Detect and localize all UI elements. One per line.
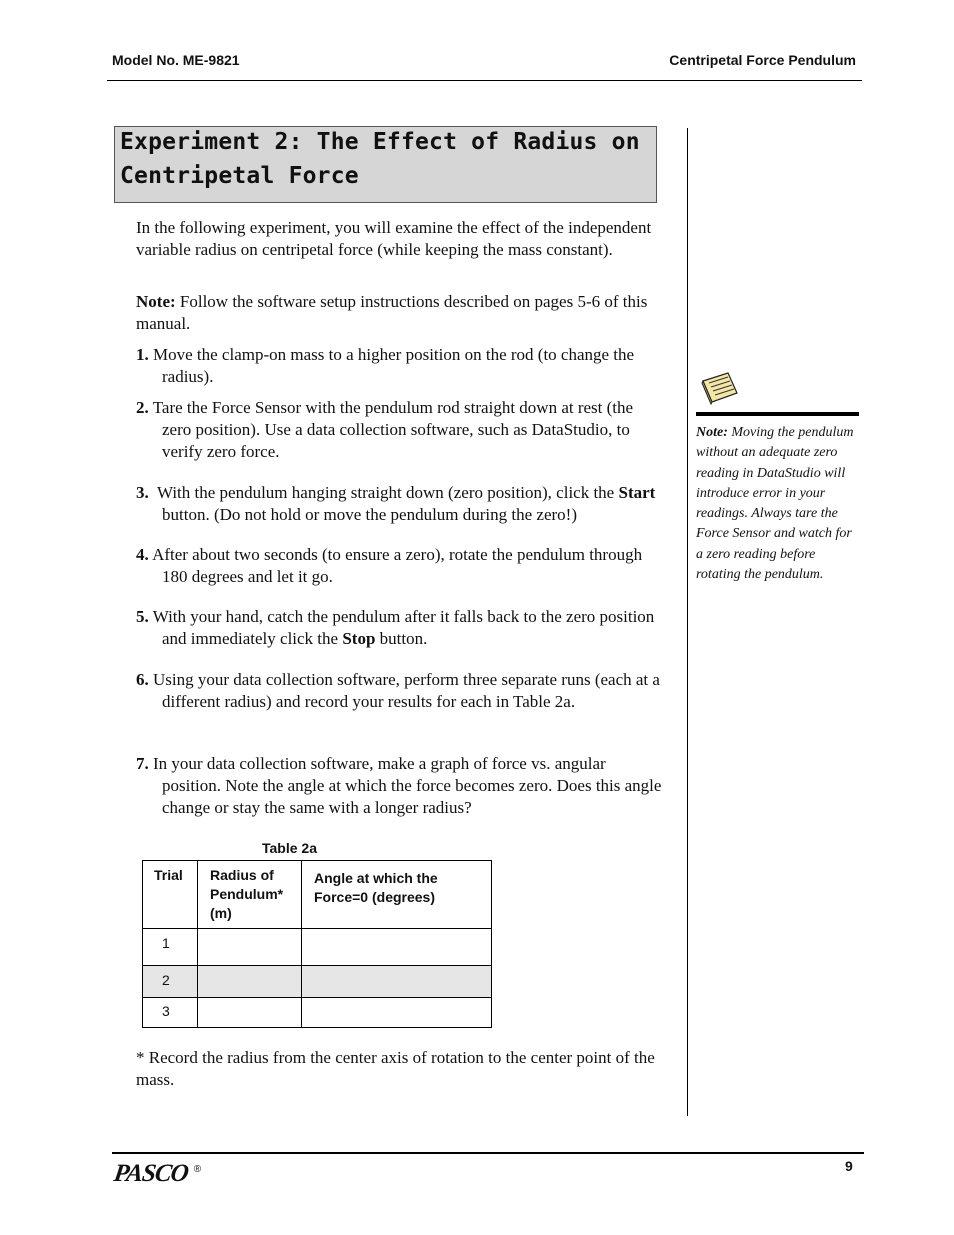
table-cell: 3 [143,998,198,1028]
table-cell [302,929,492,966]
step-number: 4. [136,545,149,564]
step-number: 3. [136,483,149,502]
step-5 [136,606,666,650]
step-number: 1. [136,345,149,364]
step-text: Move the clamp-on mass to a higher position on the rod (to change the radius). [153,345,635,386]
step-1 [136,344,686,388]
table-cell [302,998,492,1028]
sidebar-note-text: Moving the pendulum without an adequate zero reading in DataStudio will introduce error in your readings. Always tare the Force Sensor and watch for a zero reading before rotating the pendulum. [696,425,854,583]
step-number: 2. [136,398,149,417]
step-number: 5. [136,607,149,626]
intro-paragraph: In the following experiment, you will examine the effect of the independent variable radius on centripetal force (while keeping the mass constant). [136,218,652,259]
step-text-pre: With the pendulum hanging straight down (zero position), click the [156,483,619,502]
pasco-logo-text: PASCO [112,1160,190,1187]
footer-rule [112,1152,864,1154]
title-box [114,126,657,203]
header-rule [107,80,862,81]
table-cell [302,966,492,998]
table-row [143,966,492,998]
page-number: 9 [845,1158,853,1174]
sidebar-note [696,423,862,585]
table-cell: 1 [143,929,198,966]
results-table [142,860,492,1028]
step-7 [136,753,666,819]
step-text: After about two seconds (to ensure a zero), rotate the pendulum through 180 degrees and let it go. [152,545,643,586]
header-cell-radius: Radius of Pendulum* (m) [198,861,302,929]
table-row [143,929,492,966]
footnote: * Record the radius from the center axis of rotation to the center point of the mass. [136,1048,655,1089]
sidebar-note-label: Note: [696,425,728,440]
sidebar-rule [696,412,859,416]
step-text-pre: With your hand, catch the pendulum after it falls back to the zero position and immediately click the [152,607,655,648]
step-text: Tare the Force Sensor with the pendulum rod straight down at rest (the zero position). Use a data collection software, such as DataStudio, to verify zero force. [152,398,634,461]
table-caption: Table 2a [262,840,317,856]
table-cell [198,966,302,998]
note-label: Note: [136,292,176,311]
table-header-row [143,861,492,929]
step-6 [136,669,666,713]
step-number: 6. [136,670,149,689]
pasco-logo [114,1160,201,1188]
step-3 [136,482,670,526]
table-cell [198,998,302,1028]
header-product-name: Centripetal Force Pendulum [669,52,856,68]
header-model-number: Model No. ME-9821 [112,52,240,68]
registered-mark: ® [193,1164,202,1175]
page-title: Experiment 2: The Effect of Radius on Centripetal Force [120,129,640,189]
table-row [143,998,492,1028]
stop-keyword: Stop [342,629,376,648]
margin-divider [687,128,688,1116]
step-2 [136,397,666,463]
start-keyword: Start [618,483,656,502]
step-number: 7. [136,754,149,773]
notepad-icon [700,370,740,406]
step-text: Using your data collection software, perform three separate runs (each at a different radius) and record your results for each in Table 2a. [153,670,660,711]
step-text-post: button. [375,629,428,648]
step-4 [136,544,666,588]
step-text-post: button. (Do not hold or move the pendulum during the zero!) [162,505,577,524]
header-cell-trial: Trial [143,861,198,929]
note-text: Follow the software setup instructions described on pages 5-6 of this manual. [136,292,648,333]
step-text: In your data collection software, make a graph of force vs. angular position. Note the angle at which the force becomes zero. Does this angle change or stay the same with a longer radius? [153,754,662,817]
table-cell: 2 [143,966,198,998]
table-cell [198,929,302,966]
note-paragraph [136,291,666,335]
header-cell-angle: Angle at which the Force=0 (degrees) [302,861,492,929]
